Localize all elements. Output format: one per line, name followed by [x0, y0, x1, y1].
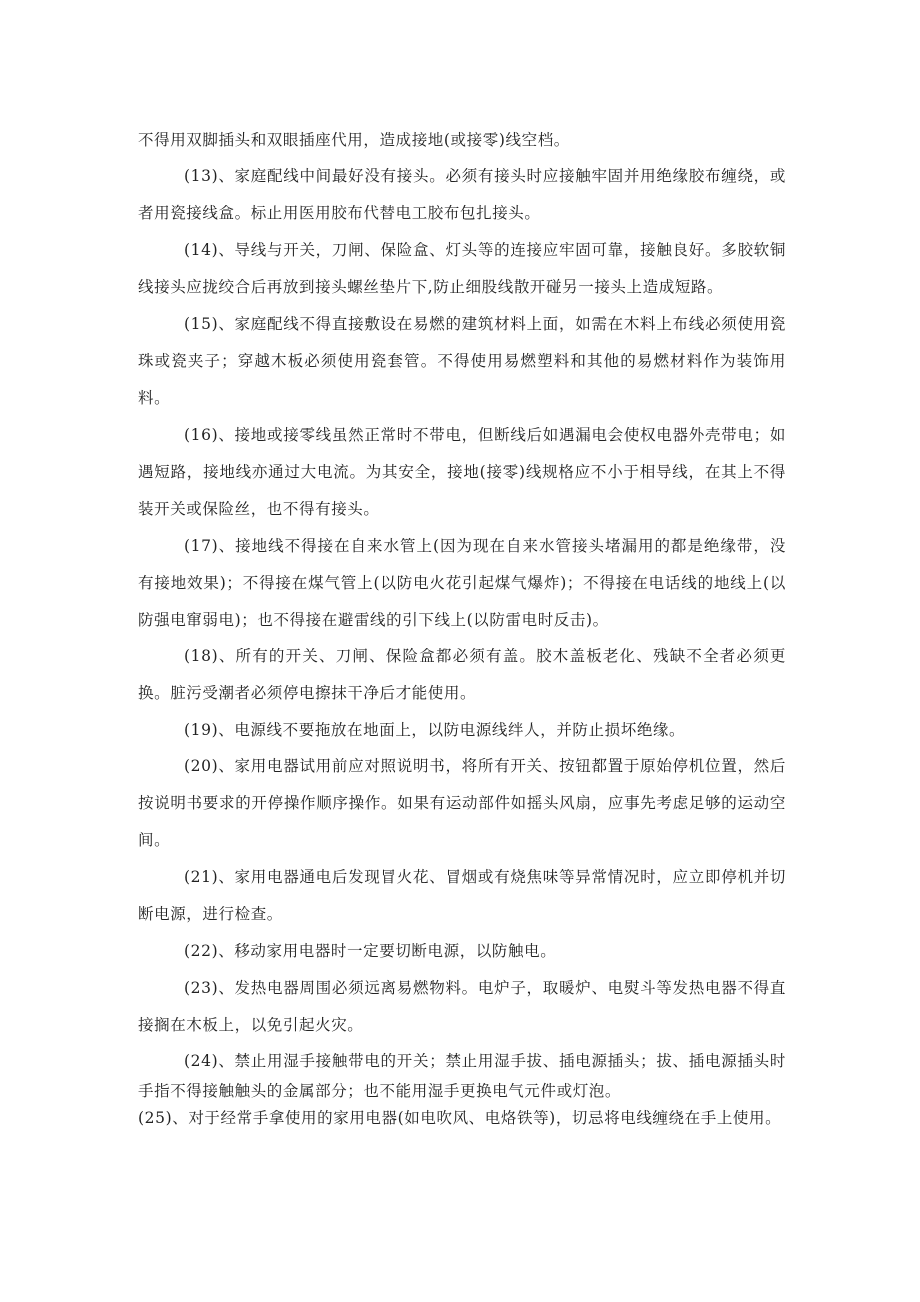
paragraph-20: (20)、家用电器试用前应对照说明书，将所有开关、按钮都置于原始停机位置，然后按说明书要求的开停操作顺序操作。如果有运动部件如摇头风扇，应事先考虑足够的运动空间。: [138, 757, 786, 849]
paragraph-14: (14)、导线与开关，刀闸、保险盒、灯头等的连接应牢固可靠，接触良好。多胶软铜线接头应拢绞合后再放到接头螺丝垫片下,防止细股线散开碰另一接头上造成短路。: [138, 241, 786, 296]
paragraph-25: (25)、对于经常手拿使用的家用电器(如电吹风、电烙铁等)，切忌将电线缠绕在手上使用。: [138, 1109, 782, 1127]
paragraph-15: (15)、家庭配线不得直接敷设在易燃的建筑材料上面，如需在木料上布线必须使用瓷珠或瓷夹子；穿越木板必须使用瓷套管。不得使用易燃塑料和其他的易燃材料作为装饰用料。: [138, 315, 786, 407]
paragraph-16: (16)、接地或接零线虽然正常时不带电，但断线后如遇漏电会使权电器外壳带电；如遇短路，接地线亦通过大电流。为其安全，接地(接零)线规格应不小于相导线，在其上不得装开关或保险丝，也不得有接头。: [138, 426, 786, 518]
paragraph-23: (23)、发热电器周围必须远离易燃物料。电炉子，取暖炉、电熨斗等发热电器不得直接搁在木板上，以免引起火灾。: [138, 979, 786, 1034]
paragraph-continuation: 不得用双脚插头和双眼插座代用，造成接地(或接零)线空档。: [138, 131, 570, 149]
paragraph-18: (18)、所有的开关、刀闸、保险盒都必须有盖。胶木盖板老化、残缺不全者必须更换。脏污受潮者必须停电擦抹干净后才能使用。: [138, 647, 786, 702]
paragraph-24: (24)、禁止用湿手接触带电的开关；禁止用湿手拔、插电源插头；拔、插电源插头时手指不得接触触头的金属部分；也不能用湿手更换电气元件或灯泡。: [138, 1052, 786, 1100]
paragraph-21: (21)、家用电器通电后发现冒火花、冒烟或有烧焦味等异常情况时，应立即停机并切断电源，进行检查。: [138, 868, 786, 923]
paragraph-13: (13)、家庭配线中间最好没有接头。必须有接头时应接触牢固并用绝缘胶布缠绕，或者用瓷接线盒。标止用医用胶布代替电工胶布包扎接头。: [138, 167, 786, 222]
paragraph-22: (22)、移动家用电器时一定要切断电源，以防触电。: [184, 942, 557, 960]
paragraph-19: (19)、电源线不要拖放在地面上，以防电源线绊人，并防止损坏绝缘。: [184, 721, 686, 739]
paragraph-17: (17)、接地线不得接在自来水管上(因为现在自来水管接头堵漏用的都是绝缘带，没有接地效果)；不得接在煤气管上(以防电火花引起煤气爆炸)；不得接在电话线的地线上(以防强电窜弱电)；也不得接在避雷线的引下线上(以防雷电时反击)。: [138, 537, 786, 629]
